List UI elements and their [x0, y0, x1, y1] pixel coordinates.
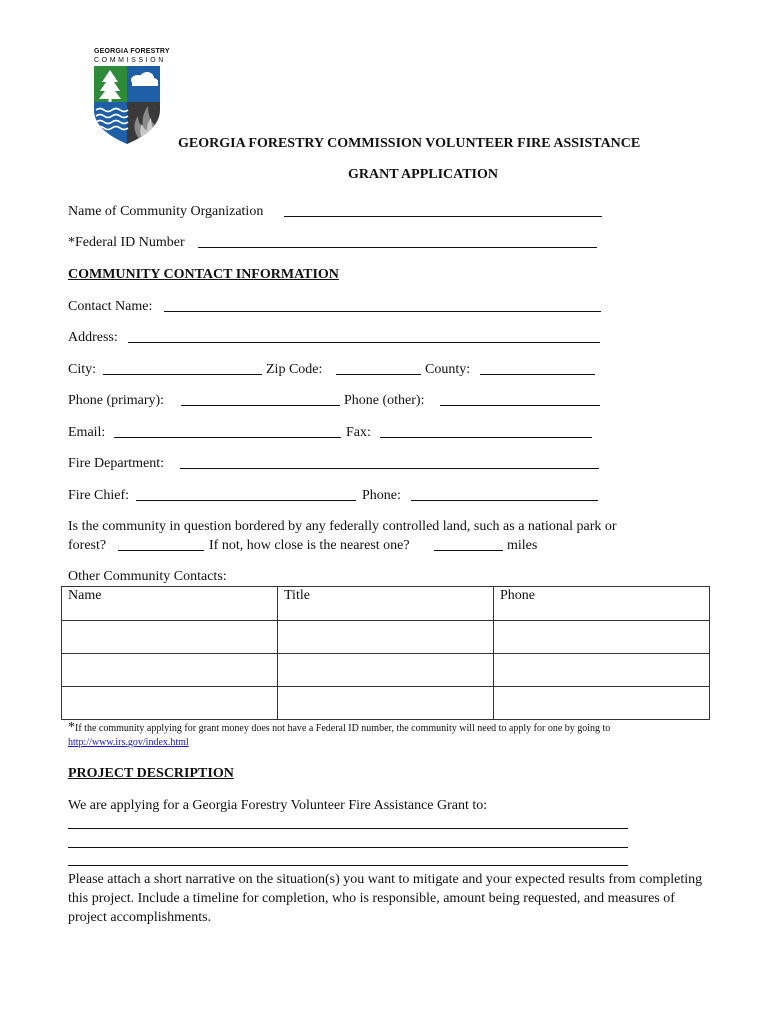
email-label: Email:	[68, 425, 106, 440]
table-cell[interactable]	[278, 654, 494, 687]
zip-field[interactable]	[336, 374, 421, 375]
project-line-1[interactable]	[68, 828, 628, 829]
other-contacts-label: Other Community Contacts:	[68, 569, 227, 584]
phone-primary-field[interactable]	[181, 405, 340, 406]
form-subtitle: GRANT APPLICATION	[348, 167, 499, 182]
miles-label: miles	[507, 538, 538, 553]
table-row	[62, 654, 710, 687]
table-cell[interactable]	[494, 687, 710, 720]
table-cell[interactable]	[278, 687, 494, 720]
city-label: City:	[68, 362, 97, 377]
county-label: County:	[425, 362, 471, 377]
project-intro: We are applying for a Georgia Forestry Volunteer Fire Assistance Grant to:	[68, 798, 488, 813]
logo-line-1: GEORGIA FORESTRY	[94, 48, 170, 55]
table-row	[62, 621, 710, 654]
form-title: GEORGIA FORESTRY COMMISSION VOLUNTEER FIRE ASSISTANCE	[178, 136, 641, 151]
phone-other-label: Phone (other):	[344, 393, 425, 408]
fire-chief-field[interactable]	[136, 500, 356, 501]
footnote-text: If the community applying for grant money does not have a Federal ID number, the community will need to apply for one by going to	[75, 723, 611, 734]
project-narrative-instructions: Please attach a short narrative on the situation(s) you want to mitigate and your expected results from completing this project. Include a timeline for completion, who is responsible, amount being requested, and measures of project accomplishments.	[68, 872, 703, 925]
column-header-name: Name	[62, 587, 278, 621]
zip-label: Zip Code:	[266, 362, 323, 377]
chief-phone-field[interactable]	[411, 500, 598, 501]
table-cell[interactable]	[62, 687, 278, 720]
column-header-phone: Phone	[494, 587, 710, 621]
address-label: Address:	[68, 330, 118, 345]
table-cell[interactable]	[278, 621, 494, 654]
logo-line-2: COMMISSION	[94, 57, 166, 64]
federal-land-question: Is the community in question bordered by any federally controlled land, such as a national park or	[68, 519, 617, 534]
irs-link[interactable]: http://www.irs.gov/index.html	[68, 737, 189, 748]
phone-primary-label: Phone (primary):	[68, 393, 165, 408]
fax-label: Fax:	[346, 425, 371, 440]
org-name-label: Name of Community Organization	[68, 204, 264, 219]
email-field[interactable]	[114, 437, 341, 438]
fax-field[interactable]	[380, 437, 592, 438]
fire-chief-label: Fire Chief:	[68, 488, 130, 503]
org-name-field[interactable]	[284, 216, 602, 217]
other-contacts-table	[61, 586, 710, 720]
federal-id-field[interactable]	[198, 247, 597, 248]
fire-department-field[interactable]	[180, 468, 599, 469]
city-field[interactable]	[103, 374, 262, 375]
table-header-row	[62, 587, 710, 621]
phone-other-field[interactable]	[440, 405, 600, 406]
chief-phone-label: Phone:	[362, 488, 401, 503]
forest-answer-field[interactable]	[118, 550, 204, 551]
table-cell[interactable]	[62, 654, 278, 687]
contact-name-label: Contact Name:	[68, 299, 153, 314]
contact-section-heading: COMMUNITY CONTACT INFORMATION	[68, 267, 339, 282]
georgia-forestry-shield-logo	[94, 66, 160, 144]
footnote-star: *	[68, 720, 75, 735]
footnote	[68, 721, 610, 735]
nearest-distance-label: If not, how close is the nearest one?	[209, 538, 410, 553]
project-section-heading: PROJECT DESCRIPTION	[68, 766, 234, 781]
project-line-3[interactable]	[68, 865, 628, 866]
fire-department-label: Fire Department:	[68, 456, 165, 471]
contact-name-field[interactable]	[164, 311, 601, 312]
nearest-distance-field[interactable]	[434, 550, 503, 551]
county-field[interactable]	[480, 374, 595, 375]
forest-label: forest?	[68, 538, 107, 553]
project-line-2[interactable]	[68, 847, 628, 848]
table-cell[interactable]	[494, 654, 710, 687]
table-cell[interactable]	[494, 621, 710, 654]
table-cell[interactable]	[62, 621, 278, 654]
column-header-title: Title	[278, 587, 494, 621]
table-row	[62, 687, 710, 720]
federal-id-label: *Federal ID Number	[68, 235, 185, 250]
address-field[interactable]	[128, 342, 600, 343]
